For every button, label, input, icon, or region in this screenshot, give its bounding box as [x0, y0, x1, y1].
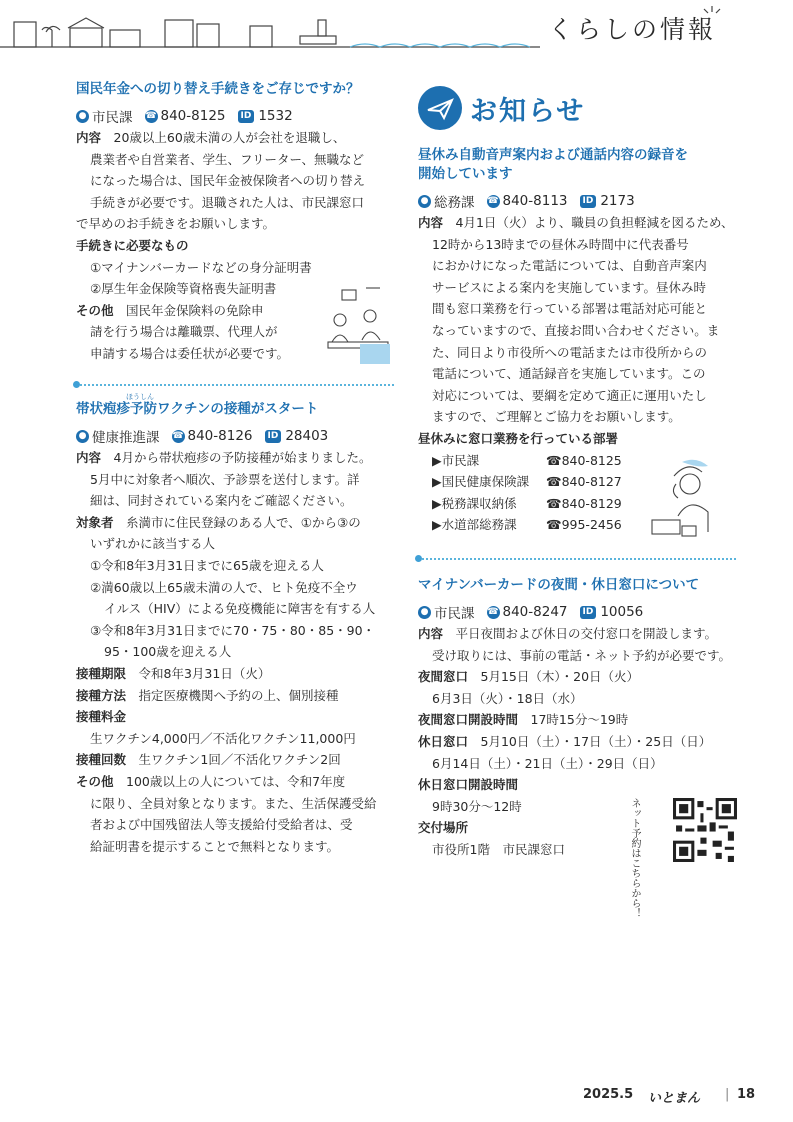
issue-date: 2025.5: [583, 1087, 634, 1102]
paper-plane-icon: [418, 86, 462, 130]
content-line: た、同日より市役所への電話または市役所からの: [432, 344, 708, 360]
page-id: 1532: [258, 108, 293, 124]
phone-icon: ☎: [487, 195, 499, 206]
id-search-icon: ID: [238, 110, 255, 123]
content-line: 農業者や自営業者、学生、フリーター、無職など: [90, 151, 365, 167]
person-icon: ●: [76, 430, 89, 443]
holiday-hours-value: 9時30分〜12時: [432, 798, 522, 814]
target-item: ①令和8年3月31日までに65歳を迎える人: [90, 557, 324, 573]
other-line: 者および中国残留法人等支援給付受給者は、受: [90, 817, 353, 833]
content-line: 受け取りには、事前の電話・ネット予約が必要です。: [432, 647, 732, 663]
dept-name: 健康推進課: [92, 430, 160, 446]
article-shingles-vaccine: [76, 400, 394, 857]
night-window-row: 夜間窓口 5月15日（木）・20日（火）: [418, 669, 640, 685]
notice-banner: [418, 86, 585, 130]
night-window-row: 6月3日（火）・18日（水）: [432, 690, 583, 706]
holiday-hours-label: 休日窓口開設時間: [418, 777, 519, 793]
header-title: くらしの情報: [548, 15, 717, 44]
page-number: 18: [737, 1087, 756, 1102]
content-first-line: 内容 20歳以上60歳未満の人が会社を退職し、: [76, 130, 346, 145]
contact-row: [76, 425, 394, 447]
content-line: なっていますので、直接お問い合わせください。ま: [432, 322, 720, 338]
footer-separator: |: [725, 1087, 730, 1102]
contact-row: [76, 105, 394, 127]
phone-operator-illustration: [648, 456, 722, 544]
other-line: に限り、全員対象となります。また、生活保護受給: [90, 795, 377, 811]
target-item: ③令和8年3月31日までに70・75・80・85・90・: [90, 622, 376, 638]
phone-number: 840-8247: [502, 604, 568, 620]
other-first-line: その他 100歳以上の人については、令和7年度: [76, 773, 346, 789]
department-row: ▶税務課収納係 ☎840-8129: [432, 495, 622, 511]
target-line: いずれかに該当する人: [90, 536, 216, 552]
section-divider: [76, 384, 394, 386]
other-first-line: その他 国民年金保険料の免除申: [76, 302, 264, 318]
phone-icon: ☎: [172, 430, 184, 441]
other-line: 申請する場合は委任状が必要です。: [90, 345, 290, 361]
section-divider: [418, 558, 736, 560]
content-line: 対応については、要綱を定めて適正に運用いたし: [432, 387, 707, 403]
article-title-line: 開始しています: [418, 166, 513, 182]
contact-row: [418, 190, 738, 212]
page-id: 2173: [600, 193, 635, 209]
dept-name: 総務課: [434, 195, 475, 211]
article-title: 国民年金への切り替え手続きをご存じですか？: [76, 81, 360, 97]
other-line: 給証明書を提示することで無料となります。: [90, 838, 340, 854]
departments-label: 昼休みに窓口業務を行っている部署: [418, 430, 619, 446]
target-item: ②満60歳以上65歳未満の人で、ヒト免疫不全ウ: [90, 579, 358, 595]
id-search-icon: ID: [580, 606, 597, 619]
page-id: 10056: [600, 604, 644, 620]
content-line: 細は、同封されている案内をご確認ください。: [90, 493, 353, 509]
qr-code-image[interactable]: [673, 798, 737, 862]
requirement-item: ①マイナンバーカードなどの身分証明書: [90, 259, 312, 275]
dept-name: 市民課: [434, 606, 475, 622]
holiday-window-row: 6月14日（土）・21日（土）・29日（日）: [432, 755, 663, 771]
brand-logo: いとまん: [648, 1091, 701, 1106]
article-title: 帯状疱疹予防ワクチンの接種がスタート: [76, 401, 319, 417]
person-icon: ●: [76, 110, 89, 123]
qr-note: ネット予約はこちらから！: [629, 798, 640, 918]
content-line: で早めのお手続きをお願いします。: [76, 216, 276, 232]
target-item: イルス（HIV）による免疫機能に障害を有する人: [104, 601, 376, 617]
article-title-line: 昼休み自動音声案内および通話内容の録音を: [418, 147, 688, 163]
fee-label: 接種料金: [76, 709, 127, 725]
phone-icon: ☎: [145, 110, 157, 121]
period-row: 接種期限 令和8年3月31日（火）: [76, 665, 271, 681]
content-line: 電話について、通話録音を実施しています。この: [432, 366, 706, 382]
content-line: 間も窓口業務を行っている部署は電話対応可能と: [432, 301, 708, 317]
article-title: マイナンバーカードの夜間・休日窓口について: [418, 577, 700, 593]
phone-icon: ☎: [487, 606, 499, 617]
phone-number: 840-8125: [160, 108, 226, 124]
department-row: ▶水道部総務課 ☎995-2456: [432, 517, 622, 533]
phone-number: 840-8126: [187, 428, 253, 444]
phone-number: 840-8113: [502, 193, 568, 209]
content-line: 5月中に対象者へ順次、予診票を送付します。詳: [90, 471, 360, 487]
furigana: ほうしん: [126, 393, 154, 401]
id-search-icon: ID: [265, 430, 282, 443]
content-first-line: 内容 4月から帯状疱疹の予防接種が始まりました。: [76, 450, 372, 465]
content-line: におかけになった電話については、自動音声案内: [432, 258, 707, 274]
fee-value: 生ワクチン4,000円／不活化ワクチン11,000円: [90, 730, 356, 746]
dept-name: 市民課: [92, 110, 133, 126]
person-icon: ●: [418, 606, 431, 619]
requirements-label: 手続きに必要なもの: [76, 237, 189, 253]
department-row: ▶市民課 ☎840-8125: [432, 452, 622, 468]
content-line: になった場合は、国民年金被保険者への切り替え: [90, 173, 366, 189]
count-row: 接種回数 生ワクチン1回／不活化ワクチン2回: [76, 752, 341, 768]
content-line: ますので、ご理解とご協力をお願いします。: [432, 409, 681, 425]
other-line: 請を行う場合は離職票、代理人が: [90, 324, 278, 340]
place-value: 市役所1階 市民課窓口: [432, 841, 565, 857]
target-first-line: 対象者 糸満市に住民登録のある人で、①から③の: [76, 514, 361, 530]
content-line: 12時から13時までの昼休み時間中に代表番号: [432, 236, 689, 252]
content-line: サービスによる案内を実施しています。昼休み時: [432, 279, 707, 295]
night-hours-row: 夜間窓口開設時間 17時15分〜19時: [418, 712, 629, 728]
id-search-icon: ID: [580, 195, 597, 208]
office-staff-illustration: [318, 282, 394, 366]
person-icon: ●: [418, 195, 431, 208]
contact-row: [418, 601, 748, 623]
target-item: 95・100歳を迎える人: [104, 644, 232, 660]
content-first-line: 内容 4月1日（火）より、職員の負担軽減を図るため、: [418, 215, 734, 230]
requirement-item: ②厚生年金保険等資格喪失証明書: [90, 281, 277, 297]
content-line: 手続きが必要です。退職された人は、市民課窓口: [90, 194, 365, 210]
page-id: 28403: [285, 428, 329, 444]
content-first-line: 内容 平日夜間および休日の交付窓口を開設します。: [418, 626, 718, 641]
notice-banner-title: お知らせ: [470, 95, 586, 127]
method-row: 接種方法 指定医療機関へ予約の上、個別接種: [76, 687, 339, 703]
department-row: ▶国民健康保険課 ☎840-8127: [432, 474, 622, 490]
holiday-window-row: 休日窓口 5月10日（土）・17日（土）・25日（日）: [418, 733, 712, 749]
place-label: 交付場所: [418, 820, 469, 836]
